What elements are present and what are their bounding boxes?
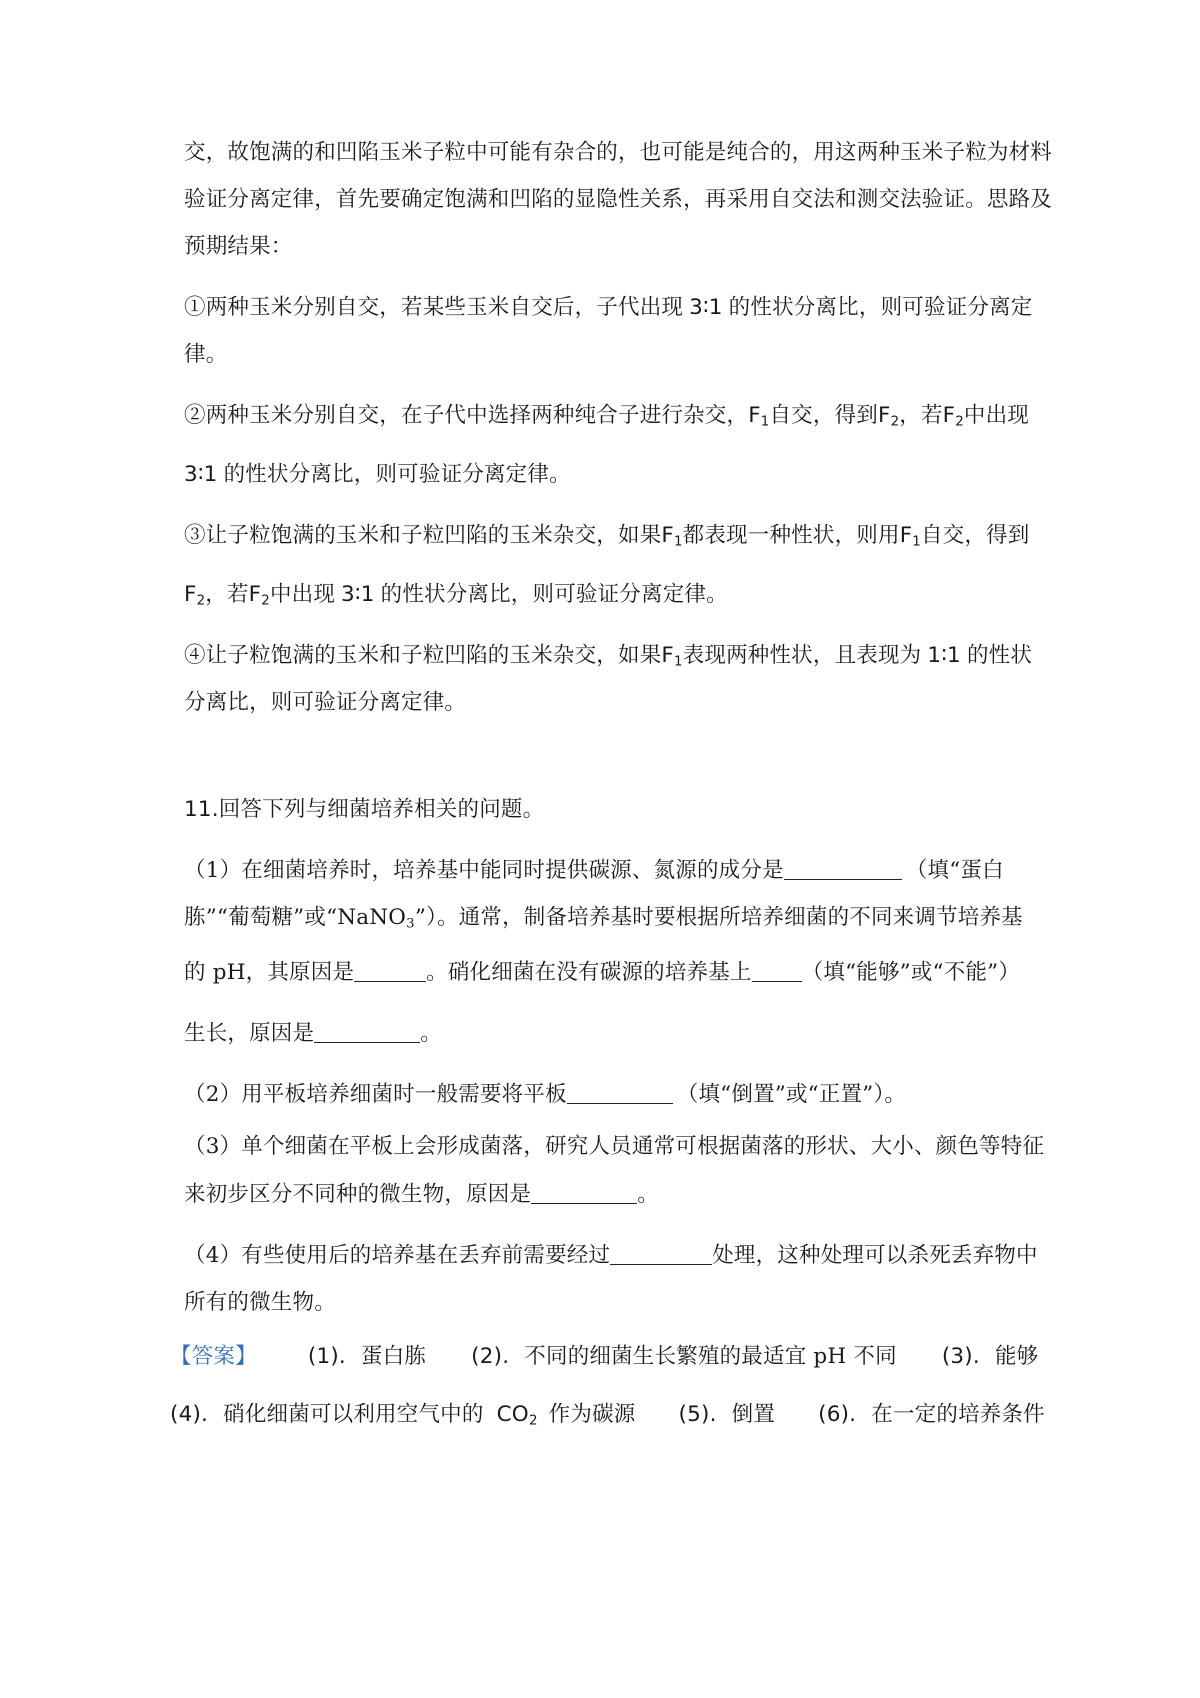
- question-title: 11.回答下列与细菌培养相关的问题。: [184, 797, 545, 822]
- answer-4: 硝化细菌可以利用空气中的: [223, 1402, 484, 1427]
- text: 中出现: [963, 403, 1030, 428]
- co2-formula: $CO_2$: [496, 1402, 538, 1429]
- ratio: 1∶1: [927, 643, 961, 668]
- point-4-line-2: 分离比，则可验证分离定律。: [184, 690, 467, 715]
- f2-symbol: $F_2$: [942, 403, 964, 430]
- answer-number-2: (2).: [471, 1344, 510, 1369]
- point-3-line-2: [184, 580, 728, 610]
- f2-symbol: $F_2$: [248, 582, 270, 609]
- point-4-line-1: [184, 641, 1032, 671]
- answer-2: 不同的细菌生长繁殖的最适宜 pH 不同: [524, 1344, 897, 1369]
- q3-line-1: （3）单个细菌在平板上会形成菌落，研究人员通常可根据菌落的形状、大小、颜色等特征: [184, 1134, 1045, 1159]
- text: ③让子粒饱满的玉米和子粒凹陷的玉米杂交，如果: [184, 523, 662, 548]
- explanation-line-3: 预期结果：: [184, 234, 293, 259]
- f2-symbol: $F_2$: [877, 403, 900, 430]
- text: 的性状分离比，则可验证分离定律。: [223, 462, 571, 487]
- q4-line-1: （4）有些使用后的培养基在丢弃前需要经过 处理，这种处理可以杀死丢弃物中: [184, 1243, 1038, 1268]
- answer-4-tail: 作为碳源: [548, 1402, 636, 1427]
- answer-blank-3[interactable]: [752, 963, 802, 982]
- explanation-line-1: 交，故饱满的和凹陷玉米子粒中可能有杂合的，也可能是纯合的，用这两种玉米子粒为材料: [184, 140, 1053, 165]
- ratio: 3∶1: [341, 582, 375, 607]
- text: 表现两种性状，且表现为: [682, 643, 922, 668]
- f1-symbol: $F_1$: [748, 403, 770, 430]
- answer-number-5: (5).: [678, 1402, 717, 1427]
- answer-line-1: [170, 1342, 1038, 1372]
- explanation-line-2: 验证分离定律，首先要确定饱满和凹陷的显隐性关系，再采用自交法和测交法验证。思路及: [184, 187, 1053, 212]
- ratio: 3∶1: [184, 462, 218, 487]
- answer-1: 蛋白胨: [361, 1344, 427, 1369]
- answer-tag: 【答案】: [170, 1344, 257, 1369]
- text: 中出现: [269, 582, 336, 607]
- text: ②两种玉米分别自交，在子代中选择两种纯合子进行杂交，: [184, 403, 749, 428]
- q4-line-2: 所有的微生物。: [184, 1290, 336, 1315]
- text: ①两种玉米分别自交，若某些玉米自交后，子代出现: [184, 295, 684, 320]
- answer-blank-4[interactable]: [314, 1024, 420, 1043]
- answer-blank-7[interactable]: [610, 1246, 712, 1265]
- q2-line: （2）用平板培养细菌时一般需要将平板 （填“倒置”或“正置”）。: [184, 1082, 907, 1107]
- f1-symbol: $F_1$: [661, 523, 683, 550]
- point-2-line-1: [184, 401, 1029, 431]
- q1-line-1: （1）在细菌培养时，培养基中能同时提供碳源、氮源的成分是 （填“蛋白: [184, 858, 1004, 883]
- text: ，若: [205, 582, 249, 607]
- answer-number-6: (6).: [818, 1402, 857, 1427]
- text: ，若: [899, 403, 943, 428]
- q1-line-2: 胨”“葡萄糖”或“NaNO$_3$”）。通常，制备培养基时要根据所培养细菌的不同来调节培养基: [184, 905, 1023, 932]
- f1-symbol: $F_1$: [899, 523, 921, 550]
- text: 自交，得到: [769, 403, 878, 428]
- answer-blank-2[interactable]: [354, 963, 426, 982]
- point-1-line-2: 律。: [184, 342, 228, 367]
- text: 的性状: [966, 643, 1033, 668]
- answer-blank-6[interactable]: [531, 1185, 637, 1204]
- answer-blank-5[interactable]: [567, 1085, 673, 1104]
- f2-symbol: $F_2$: [184, 582, 206, 609]
- text: 都表现一种性状，则用: [682, 523, 900, 548]
- q3-line-2: 来初步区分不同种的微生物，原因是 。: [184, 1182, 659, 1207]
- q1-line-4: 生长，原因是 。: [184, 1021, 442, 1046]
- point-2-line-2: [184, 460, 571, 490]
- text: 的性状分离比，则可验证分离定: [728, 295, 1033, 320]
- f1-symbol: $F_1$: [661, 643, 683, 670]
- text: 自交，得到: [920, 523, 1030, 548]
- ratio: 3∶1: [689, 295, 723, 320]
- text: ④让子粒饱满的玉米和子粒凹陷的玉米杂交，如果: [184, 643, 662, 668]
- answer-number-4: (4).: [170, 1402, 209, 1427]
- answer-number-1: (1).: [307, 1344, 346, 1369]
- text: 的性状分离比，则可验证分离定律。: [380, 582, 728, 607]
- q1-line-3: 的 pH，其原因是 。硝化细菌在没有碳源的培养基上 （填“能够”或“不能”）: [184, 960, 1021, 985]
- answer-5: 倒置: [731, 1402, 776, 1427]
- answer-blank-1[interactable]: [784, 861, 902, 880]
- point-1-line-1: [184, 293, 1032, 323]
- answer-6: 在一定的培养条件: [871, 1402, 1045, 1427]
- point-3-line-1: [184, 521, 1029, 551]
- answer-3: 能够: [994, 1344, 1039, 1369]
- answer-number-3: (3).: [941, 1344, 980, 1369]
- answer-line-2: [170, 1400, 1045, 1430]
